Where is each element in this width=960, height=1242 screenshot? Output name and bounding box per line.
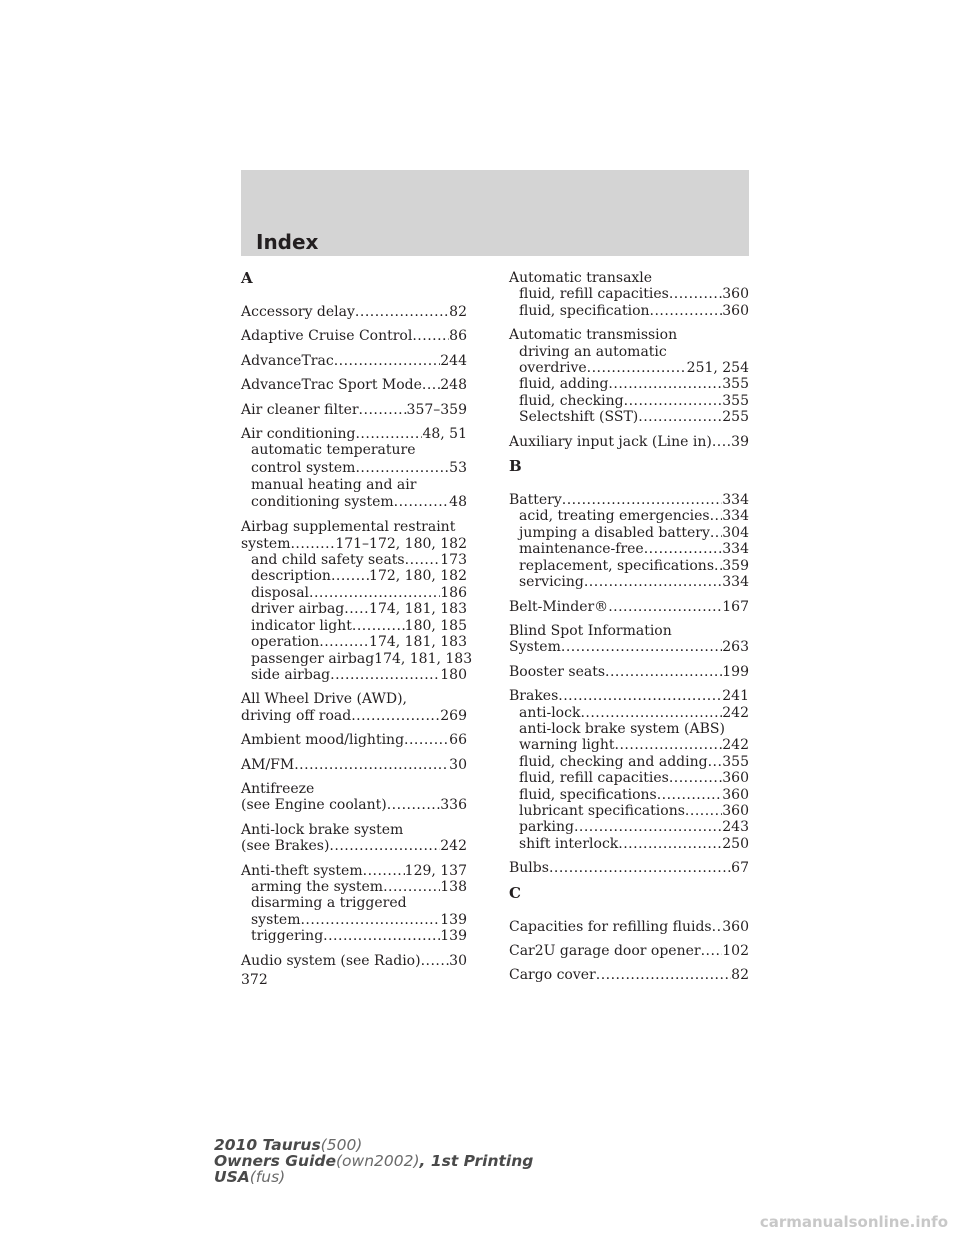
index-subentry-line [509,803,749,819]
entry-page-ref: 102 [722,943,749,959]
dot-leader [669,770,722,786]
index-entry [241,732,467,748]
index-entry [241,519,473,683]
index-subentry-line [509,754,749,770]
index-entry-line [241,953,467,969]
dot-leader [319,634,369,650]
entry-page-ref: 138 [440,878,467,895]
footer-market: USA [214,1168,250,1186]
dot-leader [352,618,405,634]
index-column-left [241,269,473,977]
footer-model-code: (500) [320,1136,363,1154]
index-entry-line [509,327,749,343]
index-subentry-line [509,508,749,524]
entry-page-ref: 129, 137 [404,862,467,879]
index-subentry-line [241,552,467,568]
index-entry [241,426,467,511]
dot-leader [394,494,450,511]
dot-leader [344,601,369,617]
index-subentry-line [241,442,467,459]
entry-page-ref: 242 [722,737,749,754]
index-subentry-line [241,618,467,634]
dot-leader [714,558,722,574]
index-entry-line [241,377,467,393]
index-entry [509,623,749,656]
entry-term: Car2U garage door opener [509,943,701,959]
entry-term: AdvanceTrac Sport Mode [241,377,422,394]
entry-term: passenger airbag [251,650,375,667]
dot-leader [422,377,440,393]
entry-term: automatic temperature [251,442,416,459]
dot-leader [608,599,722,615]
index-entry [509,688,749,852]
dot-leader [587,360,687,376]
dot-leader [334,353,441,369]
entry-term: Antifreeze [241,780,315,797]
index-subentry-line [241,494,467,511]
index-entry-line [241,838,467,854]
index-entry-line [241,402,467,418]
index-subentry-line [509,393,749,409]
entry-term: maintenance-free [519,541,644,558]
index-subentry-line [241,912,467,928]
index-subentry-line [241,895,467,911]
entry-page-ref: 360 [722,302,749,319]
entry-term: control system [251,459,356,476]
entry-term: Booster seats [509,663,606,680]
index-subentry-line [241,585,467,601]
dot-leader [562,492,722,508]
index-entry-line [241,426,467,442]
entry-page-ref: 336 [440,797,467,814]
entry-term: Selectshift (SST) [519,409,639,426]
dot-leader [708,754,723,770]
index-entry [241,863,467,945]
entry-term: (see Brakes) [241,838,330,855]
entry-page-ref: 48, 51 [422,426,467,443]
dot-leader [331,568,369,584]
entry-term: Air conditioning [241,426,356,443]
dot-leader [294,757,449,773]
index-subentry-line [241,460,467,477]
entry-term: Anti-lock brake system [241,821,404,838]
page-number: 372 [241,972,268,988]
index-subentry-line [241,477,467,494]
dot-leader [618,836,722,852]
entry-term: lubricant specifications [519,802,685,819]
index-subentry-line [241,928,467,944]
dot-leader [412,328,449,344]
entry-term: Cargo cover [509,967,596,984]
entry-term: and child safety seats [251,552,405,569]
entry-page-ref: 241 [722,688,749,705]
index-entry-line [241,863,467,879]
dot-leader [329,838,440,854]
entry-term: system [241,535,291,552]
index-entry [509,492,749,590]
footer-printing: , 1st Printing [419,1152,534,1170]
entry-term: Accessory delay [241,304,355,320]
index-entry [509,434,749,450]
index-entry-line [241,757,467,773]
index-subentry-line [509,344,749,360]
entry-page-ref: 174, 181, 183 [369,634,467,651]
index-entry [241,304,467,320]
entry-term: overdrive [519,360,587,377]
dot-leader [650,303,723,319]
entry-page-ref: 269 [440,707,467,724]
entry-term: replacement, specifications [519,557,715,574]
index-subentry-line [509,819,749,835]
index-subentry-line [509,286,749,302]
entry-term: fluid, checking [519,392,624,409]
watermark: carmanualsonline.info [759,1213,948,1231]
dot-leader [404,732,449,748]
entry-term: shift interlock [519,835,619,852]
entry-term: description [251,568,331,585]
index-entry-line [241,822,467,838]
entry-page-ref: 67 [731,860,749,877]
index-subentry-line [509,737,749,753]
entry-page-ref: 139 [440,911,467,928]
dot-leader [387,797,441,813]
index-entry [241,691,467,724]
entry-term: Anti-theft system [241,862,363,879]
index-subentry-line [509,770,749,786]
index-entry-line [509,270,749,286]
index-entry-line [241,328,467,344]
dot-leader [710,508,723,524]
index-entry [241,757,467,773]
footer-market-code: (fus) [249,1168,286,1186]
index-entry-line [241,732,467,748]
entry-term: Air cleaner filter [241,401,359,418]
index-subentry-line [509,541,749,557]
index-entry-line [241,353,467,369]
entry-page-ref: 360 [722,786,749,803]
index-entry-line [241,797,467,813]
entry-page-ref: 359 [722,557,749,574]
dot-leader [580,705,722,721]
entry-term: Blind Spot Information [509,622,672,639]
entry-term: servicing [519,574,584,591]
entry-term: indicator light [251,617,352,634]
dot-leader [405,552,441,568]
entry-term: Automatic transmission [509,327,678,344]
index-entry-line [241,708,467,724]
index-entry-line [509,492,749,508]
entry-page-ref: 66 [449,732,467,749]
entry-page-ref: 174, 181, 183 [374,650,473,667]
dot-leader [712,434,731,450]
index-entry-line [509,967,749,983]
dot-leader [685,803,722,819]
entry-term: System [509,639,561,656]
index-entry [241,781,467,814]
entry-term: Bulbs [509,860,549,877]
entry-term: Brakes [509,688,559,705]
entry-page-ref: 53 [449,459,467,476]
index-entry [241,822,467,855]
print-footer [214,1137,533,1185]
index-entry-line [241,519,467,535]
entry-page-ref: 248 [440,377,467,394]
index-entry [509,664,749,680]
index-entry [509,967,749,983]
footer-model: 2010 Taurus [214,1136,321,1154]
index-entry-line [509,860,749,876]
index-entry-line [241,781,467,797]
index-section-letter: C [509,883,521,902]
entry-term: AM/FM [241,756,295,773]
entry-page-ref: 167 [722,598,749,615]
entry-term: All Wheel Drive (AWD), [241,691,407,708]
index-entry [509,860,749,876]
entry-term: Adaptive Cruise Control [241,328,413,345]
entry-page-ref: 30 [449,756,467,773]
entry-term: anti-lock [519,704,581,721]
entry-term: driver airbag [251,601,345,618]
page-title: Index [256,230,319,254]
index-subentry-line [241,568,467,584]
index-entry [509,270,749,319]
index-entry [241,377,467,393]
entry-page-ref: 86 [449,328,467,345]
entry-term: fluid, specification [519,302,650,319]
index-entry-line [509,943,749,959]
dot-leader [355,426,422,442]
dot-leader [624,393,723,409]
index-subentry-line [509,558,749,574]
entry-term: driving an automatic [519,343,667,360]
entry-term: disposal [251,584,310,601]
dot-leader [351,708,440,724]
entry-page-ref: 186 [440,584,467,601]
entry-page-ref: 243 [722,819,749,836]
index-section-letter: B [509,457,522,476]
entry-page-ref: 180 [440,666,467,683]
entry-term: Auxiliary input jack (Line in) [509,433,712,450]
entry-page-ref: 199 [722,663,749,680]
index-subentry-line [509,705,749,721]
dot-leader [561,639,722,655]
entry-page-ref: 139 [440,928,467,945]
entry-term: Capacities for refilling fluids [509,918,712,935]
entry-page-ref: 82 [731,967,749,984]
dot-leader [596,967,731,983]
index-entry-line [509,664,749,680]
entry-term: acid, treating emergencies [519,508,710,525]
entry-term: fluid, checking and adding [519,753,708,770]
entry-page-ref: 48 [449,494,467,511]
dot-leader [584,574,722,590]
entry-page-ref: 174, 181, 183 [369,601,467,618]
dot-leader [644,541,723,557]
entry-page-ref: 171–172, 180, 182 [335,535,467,552]
dot-leader [710,525,722,541]
entry-page-ref: 334 [722,508,749,525]
entry-page-ref: 355 [722,376,749,393]
index-subentry-line [241,634,467,650]
index-subentry-line [241,667,467,683]
dot-leader [309,585,440,601]
dot-leader [657,787,723,803]
entry-term: fluid, adding [519,376,609,393]
entry-term: warning light [519,737,615,754]
entry-page-ref: 180, 185 [404,617,467,634]
index-subentry-line [509,409,749,425]
entry-page-ref: 304 [722,524,749,541]
dot-leader [330,667,440,683]
entry-page-ref: 334 [722,541,749,558]
index-subentry-line [509,721,749,737]
dot-leader [421,953,450,969]
dot-leader [363,863,405,879]
index-entry [241,353,467,369]
dot-leader [383,879,440,895]
entry-page-ref: 242 [440,838,467,855]
dot-leader [669,286,722,302]
entry-term: driving off road [241,707,352,724]
entry-page-ref: 355 [722,392,749,409]
dot-leader [638,409,722,425]
index-entry-line [509,623,749,639]
entry-term: parking [519,819,574,836]
entry-term: triggering [251,928,324,945]
index-subentry-line [509,360,749,376]
index-entry-line [509,434,749,450]
entry-term: anti-lock brake system (ABS) [519,720,725,737]
entry-term: conditioning system [251,494,394,511]
entry-term: Ambient mood/lighting [241,732,405,749]
entry-page-ref: 334 [722,492,749,509]
entry-term: jumping a disabled battery [519,524,710,541]
index-entry-line [509,919,749,935]
dot-leader [558,688,722,704]
entry-page-ref: 39 [731,433,749,450]
dot-leader [355,460,449,477]
entry-page-ref: 360 [722,286,749,303]
dot-leader [701,943,723,959]
dot-leader [359,402,407,418]
entry-term: Battery [509,492,562,509]
entry-term: system [251,911,301,928]
index-subentry-line [241,879,467,895]
entry-page-ref: 357–359 [406,401,467,418]
entry-page-ref: 242 [722,704,749,721]
index-subentry-line [509,525,749,541]
index-entry-line [241,691,467,707]
entry-page-ref: 251, 254 [686,360,749,377]
dot-leader [323,928,440,944]
entry-page-ref: 355 [722,753,749,770]
entry-term: AdvanceTrac [241,352,334,369]
dot-leader [300,912,440,928]
entry-term: disarming a triggered [251,895,407,912]
index-entry-line [509,688,749,704]
entry-page-ref: 255 [722,409,749,426]
entry-term: arming the system [251,878,384,895]
index-subentry-line [509,303,749,319]
dot-leader [549,860,731,876]
index-entry [241,328,467,344]
entry-term: manual heating and air [251,476,417,493]
entry-term: side airbag [251,666,331,683]
dot-leader [615,737,723,753]
entry-term: Automatic transaxle [509,270,653,286]
entry-term: fluid, refill capacities [519,770,669,787]
index-subentry-line [509,376,749,392]
index-entry [509,919,749,935]
entry-page-ref: 244 [440,352,467,369]
index-subentry-line [509,836,749,852]
dot-leader [574,819,722,835]
entry-page-ref: 30 [449,952,467,969]
dot-leader [355,304,449,320]
entry-page-ref: 360 [722,802,749,819]
entry-term: (see Engine coolant) [241,797,387,814]
entry-page-ref: 250 [722,835,749,852]
index-entry-line [509,639,749,655]
entry-term: fluid, specifications [519,786,657,803]
index-subentry-line [241,650,473,667]
entry-term: Audio system (see Radio) [241,952,421,969]
index-entry [241,953,467,969]
entry-term: operation [251,634,320,651]
index-section-letter: A [241,269,253,287]
index-entry [241,402,467,418]
entry-page-ref: 334 [722,574,749,591]
index-entry-line [241,536,467,552]
index-entry [509,327,749,425]
index-entry [509,599,749,615]
index-subentry-line [509,787,749,803]
entry-page-ref: 172, 180, 182 [369,568,467,585]
entry-term: Belt-Minder® [509,598,609,615]
entry-page-ref: 263 [722,639,749,656]
entry-page-ref: 82 [449,304,467,320]
dot-leader [605,664,722,680]
index-entry-line [509,599,749,615]
entry-page-ref: 173 [440,552,467,569]
dot-leader [290,536,335,552]
entry-term: Airbag supplemental restraint [241,519,456,536]
index-subentry-line [509,574,749,590]
index-entry-line [241,304,467,320]
entry-page-ref: 360 [722,770,749,787]
index-column-right [509,270,749,992]
dot-leader [608,376,722,392]
entry-page-ref: 360 [722,918,749,935]
entry-term: fluid, refill capacities [519,286,669,303]
index-entry [509,943,749,959]
footer-guide: Owners Guide [214,1152,336,1170]
index-subentry-line [241,601,467,617]
dot-leader [712,919,723,935]
footer-guide-code: (own2002) [336,1152,420,1170]
